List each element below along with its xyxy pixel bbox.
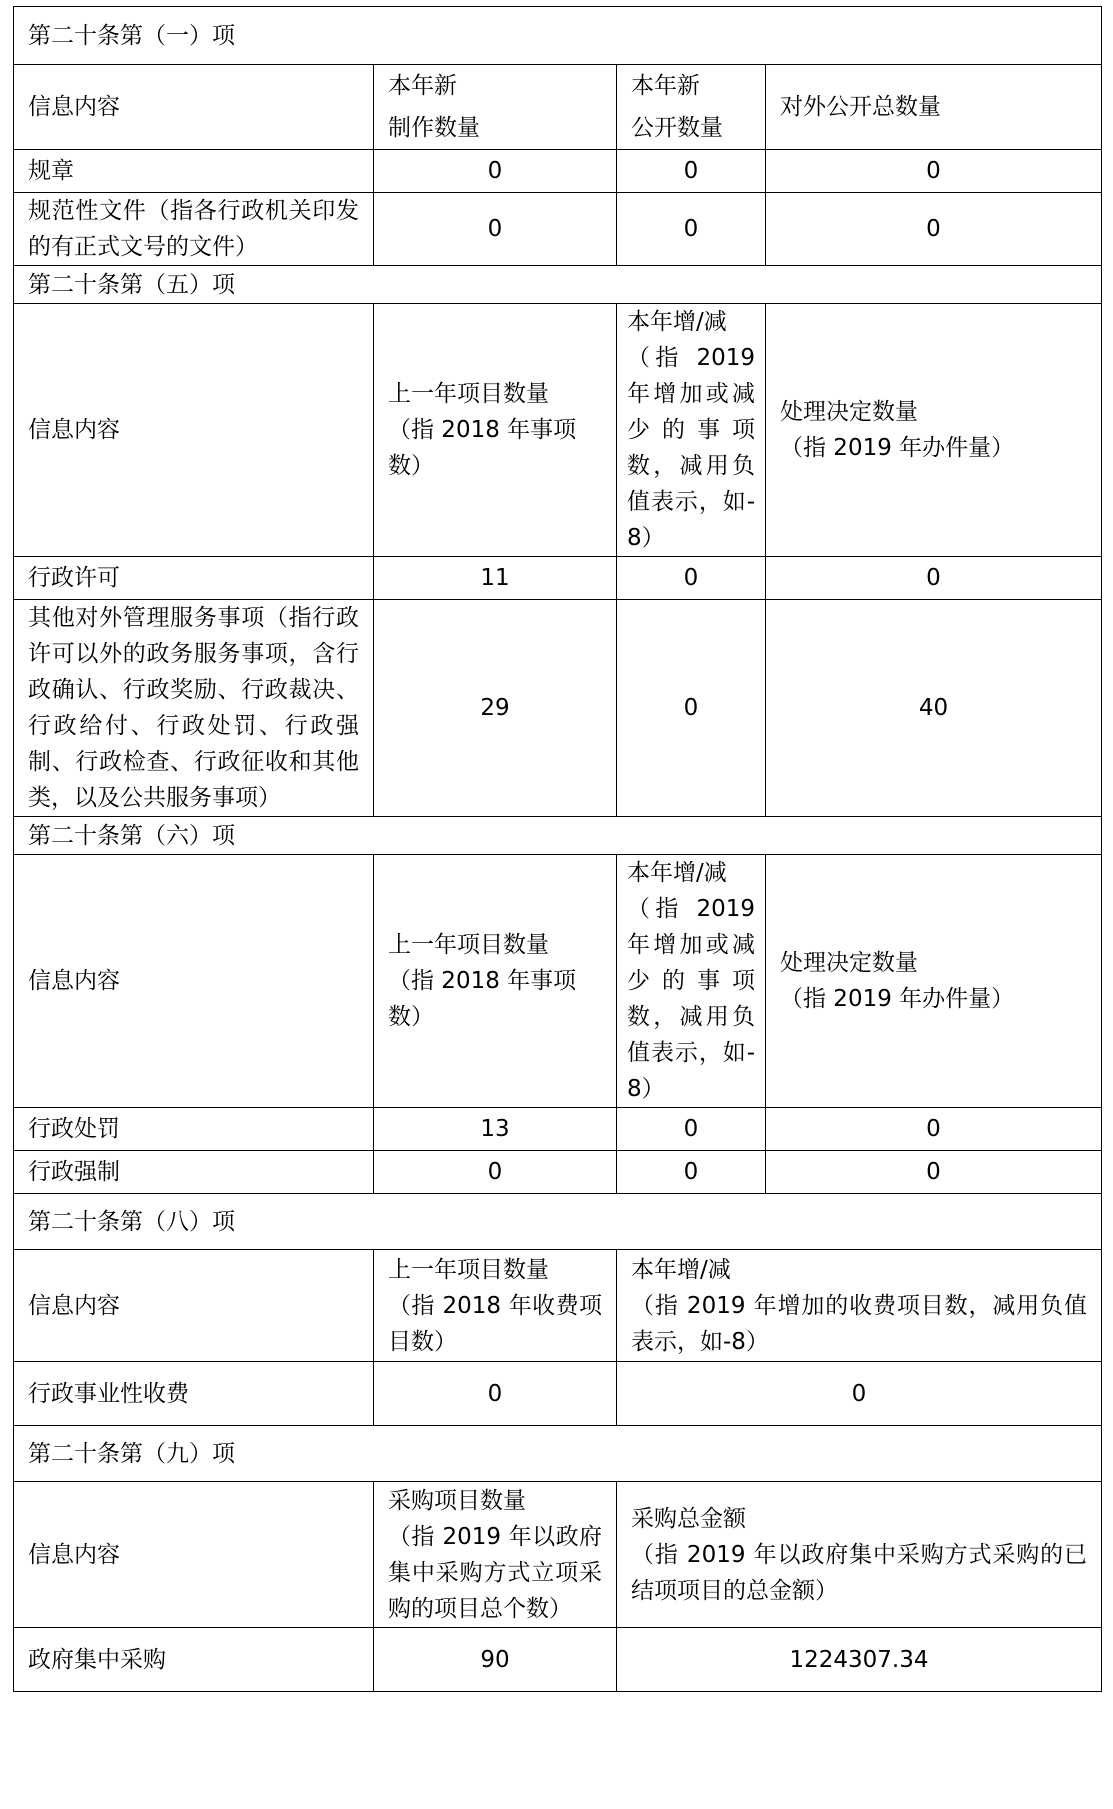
header-procurement-count: [374, 1482, 617, 1628]
header-text: 本年新 制作数量: [388, 73, 480, 141]
row-value: 0: [617, 150, 766, 193]
header-text: 采购项目数量 （指 2019 年以政府集中采购方式立项采购的项目总个数）: [388, 1487, 602, 1622]
header-change-count: [617, 304, 766, 557]
header-procurement-amount: [617, 1482, 1102, 1628]
header-fee-change-count: [617, 1250, 1102, 1362]
header-last-year-fee-count: [374, 1250, 617, 1362]
header-decision-count: [766, 855, 1102, 1108]
section-title: 第二十条第（六）项: [14, 817, 1102, 855]
row-value: 0: [374, 1362, 617, 1426]
row-value: 0: [617, 600, 766, 817]
row-value: 0: [617, 1362, 1102, 1426]
row-value: 0: [374, 193, 617, 266]
header-total-public-count: 对外公开总数量: [766, 65, 1102, 150]
section-title: 第二十条第（九）项: [14, 1426, 1102, 1482]
row-value: 11: [374, 557, 617, 600]
disclosure-table-sheet: [13, 6, 1101, 1692]
header-text: 本年增/减 （指 2019 年增加或减少的事项数，减用负值表示，如-8）: [627, 309, 755, 551]
section-title: 第二十条第（八）项: [14, 1194, 1102, 1250]
row-value: 0: [374, 1151, 617, 1194]
row-value: 13: [374, 1108, 617, 1151]
row-label: 其他对外管理服务事项（指行政许可以外的政务服务事项，含行政确认、行政奖励、行政裁决、行政给付、行政处罚、行政强制、行政检查、行政征收和其他类，以及公共服务事项）: [14, 600, 374, 817]
header-info-content: 信息内容: [14, 304, 374, 557]
row-label: 规章: [14, 150, 374, 193]
row-value: 0: [617, 1108, 766, 1151]
row-value: 0: [766, 557, 1102, 600]
row-value: 29: [374, 600, 617, 817]
header-text: 采购总金额 （指 2019 年以政府集中采购方式采购的已结项项目的总金额）: [631, 1505, 1087, 1604]
row-value: 40: [766, 600, 1102, 817]
header-last-year-count: [374, 855, 617, 1108]
row-label: 行政许可: [14, 557, 374, 600]
header-info-content: 信息内容: [14, 1482, 374, 1628]
header-text: 本年新 公开数量: [631, 73, 723, 141]
row-value: 0: [617, 193, 766, 266]
row-value: 0: [766, 193, 1102, 266]
row-label: 行政事业性收费: [14, 1362, 374, 1426]
header-new-made-count: [374, 65, 617, 150]
row-value: 1224307.34: [617, 1628, 1102, 1692]
section-title: 第二十条第（一）项: [14, 7, 1102, 65]
row-value: 0: [617, 1151, 766, 1194]
row-value: 0: [766, 1151, 1102, 1194]
header-info-content: 信息内容: [14, 855, 374, 1108]
header-text: 上一年项目数量 （指 2018 年收费项目数）: [388, 1256, 602, 1355]
header-new-public-count: [617, 65, 766, 150]
header-decision-count: [766, 304, 1102, 557]
row-label: 政府集中采购: [14, 1628, 374, 1692]
row-value: 0: [374, 150, 617, 193]
section-title: 第二十条第（五）项: [14, 266, 1102, 304]
header-text: 上一年项目数量 （指 2018 年事项数）: [388, 932, 577, 1030]
row-value: 0: [766, 1108, 1102, 1151]
header-text: 本年增/减 （指 2019 年增加的收费项目数，减用负值表示，如-8）: [631, 1256, 1087, 1355]
row-value: 90: [374, 1628, 617, 1692]
row-label: 规范性文件（指各行政机关印发的有正式文号的文件）: [14, 193, 374, 266]
header-info-content: 信息内容: [14, 1250, 374, 1362]
row-label: 行政强制: [14, 1151, 374, 1194]
row-value: 0: [617, 557, 766, 600]
header-info-content: 信息内容: [14, 65, 374, 150]
header-text: 本年增/减 （指 2019 年增加或减少的事项数，减用负值表示，如-8）: [627, 860, 755, 1102]
header-text: 处理决定数量 （指 2019 年办件量）: [780, 950, 1015, 1012]
header-last-year-count: [374, 304, 617, 557]
header-text: 上一年项目数量 （指 2018 年事项数）: [388, 381, 577, 479]
row-label: 行政处罚: [14, 1108, 374, 1151]
row-value: 0: [766, 150, 1102, 193]
header-text: 处理决定数量 （指 2019 年办件量）: [780, 399, 1015, 461]
disclosure-table: [13, 6, 1102, 1692]
header-change-count: [617, 855, 766, 1108]
